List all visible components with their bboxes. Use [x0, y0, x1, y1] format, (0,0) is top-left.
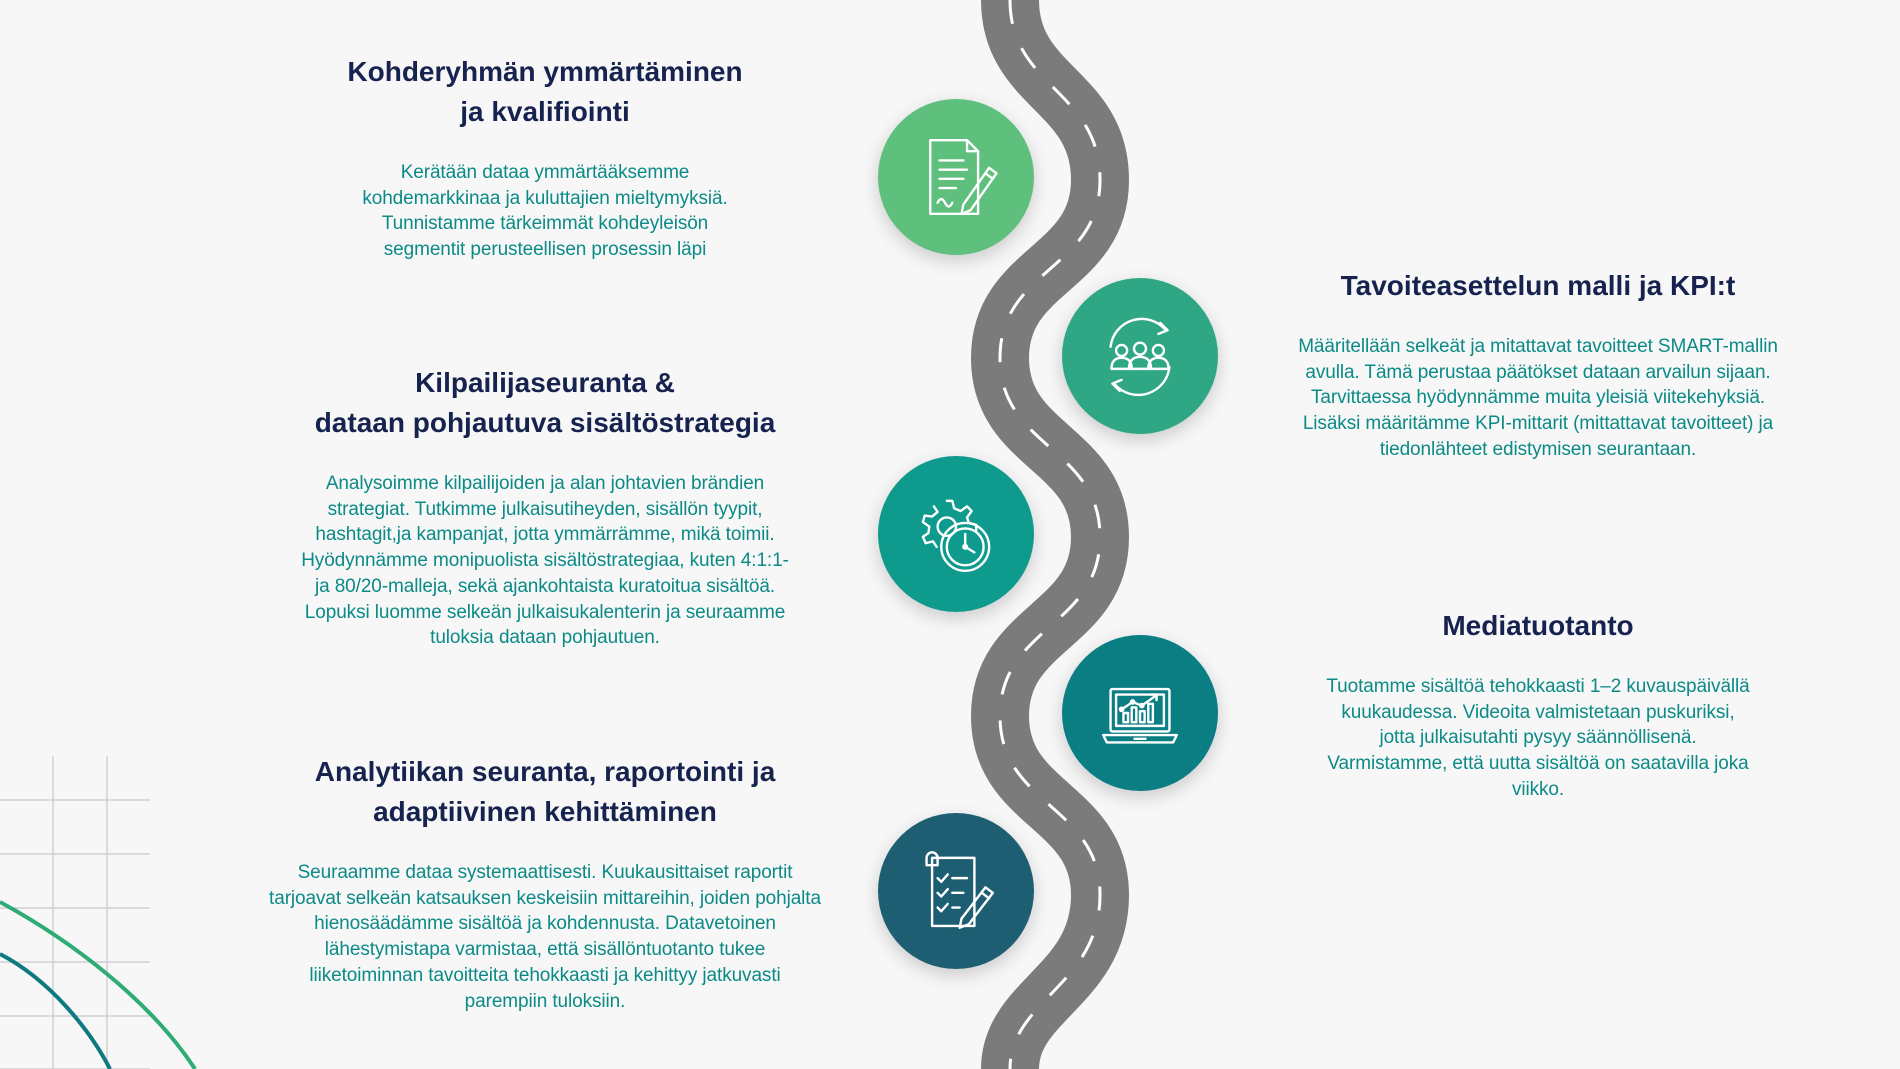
step-4-circle — [1062, 635, 1218, 791]
step-5-title: Analytiikan seuranta, raportointi ja adaptiivinen kehittäminen — [314, 756, 776, 827]
gear-clock-icon — [910, 488, 1002, 580]
step-3-text — [245, 363, 845, 651]
step-4-body: Tuotamme sisältöä tehokkaasti 1–2 kuvauspäivällä kuukaudessa. Videoita valmistetaan puskuriksi, jotta julkaisutahti pysyy säännöllisenä. Varmistamme, että uutta sisältöä on saatavilla joka viikko. — [1326, 676, 1750, 800]
step-2-text — [1238, 266, 1838, 463]
step-3-circle — [878, 456, 1034, 612]
document-pen-icon — [910, 131, 1002, 223]
step-4-title: Mediatuotanto — [1442, 610, 1634, 641]
step-1-body: Kerätään dataa ymmärtääksemme kohdemarkkinaa ja kuluttajien mieltymyksiä. Tunnistamme tärkeimmät kohdeyleisön segmentit perusteellisen prosessin läpi — [362, 162, 728, 261]
step-5-text — [245, 752, 845, 1014]
step-1-circle — [878, 99, 1034, 255]
laptop-chart-icon — [1094, 667, 1186, 759]
step-2-circle — [1062, 278, 1218, 434]
checklist-pen-icon — [910, 845, 1002, 937]
step-4-text — [1238, 606, 1838, 803]
step-5-circle — [878, 813, 1034, 969]
step-2-body: Määritellään selkeät ja mitattavat tavoitteet SMART-mallin avulla. Tämä perustaa päätökset dataan arvailun sijaan. Tarvittaessa hyödynnämme muita yleisiä viitekehyksiä. Lisäksi määritämme KPI-mittarit (mittattavat tavoitteet) ja tiedonlähteet edistymisen seurantaan. — [1298, 336, 1778, 460]
step-1-title: Kohderyhmän ymmärtäminen ja kvalifiointi — [347, 56, 743, 127]
step-5-body: Seuraamme dataa systemaattisesti. Kuukausittaiset raportit tarjoavat selkeän katsauksen keskeisiin mittareihin, joiden pohjalta hienosäädämme sisältöä ja kohdennusta. Datavetoinen lähestymistapa varmistaa, että sisällöntuotanto tukee liiketoiminnan tavoitteita tehokkaasti ja kehittyy jatkuvasti parempiin tuloksiin. — [269, 862, 821, 1012]
decorative-arcs — [0, 880, 220, 1069]
step-2-title: Tavoiteasettelun malli ja KPI:t — [1340, 270, 1736, 301]
step-3-title: Kilpailijaseuranta & dataan pohjautuva sisältöstrategia — [314, 367, 776, 438]
team-cycle-icon — [1094, 310, 1186, 402]
step-1-text — [245, 52, 845, 263]
step-3-body: Analysoimme kilpailijoiden ja alan johtavien brändien strategiat. Tutkimme julkaisutiheyden, sisällön tyypit, hashtagit,ja kampanjat, jotta ymmärrämme, mikä toimii. Hyödynnämme monipuolista sisältöstrategiaa, kuten 4:1:1- ja 80/20-malleja, sekä ajankohtaista kuratoitua sisältöä. Lopuksi luomme selkeän julkaisukalenterin ja seuraamme tuloksia dataan pohjautuen. — [301, 473, 789, 649]
